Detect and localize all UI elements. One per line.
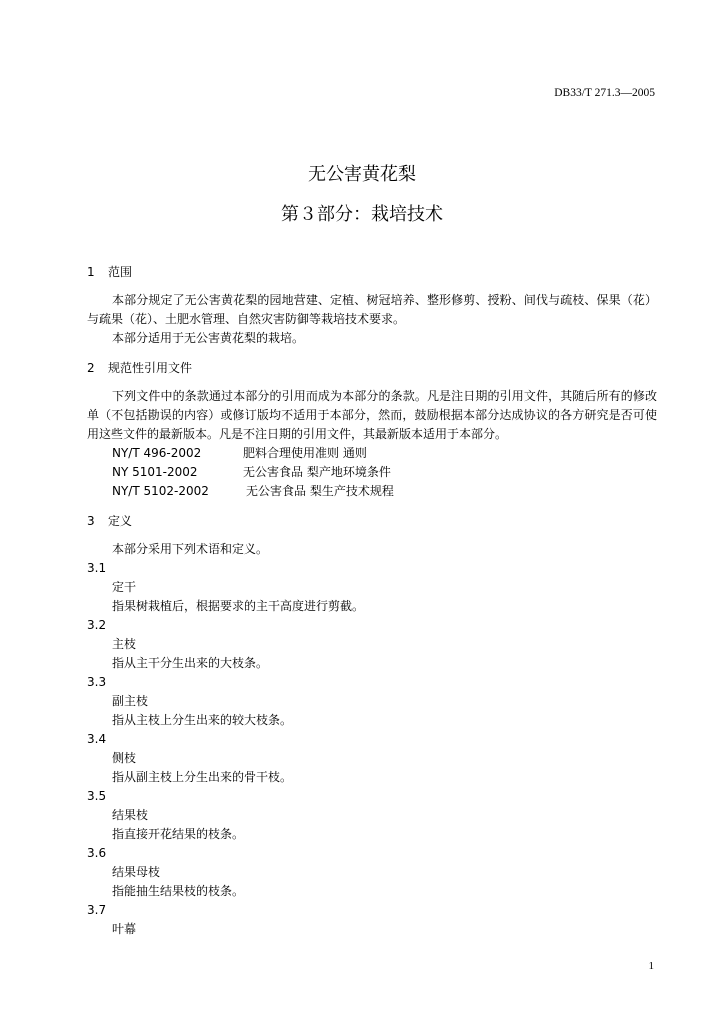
paragraph: 本部分采用下列术语和定义。 bbox=[112, 542, 269, 556]
definition-entry bbox=[87, 901, 657, 939]
term-definition: 指从主干分生出来的大枝条。 bbox=[112, 656, 269, 670]
section-number: 2 bbox=[87, 361, 95, 375]
section-heading-scope bbox=[87, 262, 657, 282]
term: 主枝 bbox=[112, 637, 137, 651]
clause-number: 3.5 bbox=[87, 789, 107, 803]
definition-entry bbox=[87, 844, 657, 901]
definition-entry bbox=[87, 616, 657, 673]
clause-number: 3.4 bbox=[87, 732, 107, 746]
term: 侧枝 bbox=[112, 751, 137, 765]
clause-number: 3.3 bbox=[87, 675, 107, 689]
clause-number: 3.7 bbox=[87, 903, 107, 917]
term: 副主枝 bbox=[112, 694, 149, 708]
definition-entry bbox=[87, 787, 657, 844]
definition-entry bbox=[87, 559, 657, 616]
document-title: 无公害黄花梨 bbox=[308, 164, 416, 185]
clause-number: 3.2 bbox=[87, 618, 107, 632]
reference-code: NY/T 5102-2002 bbox=[112, 484, 209, 498]
section-title: 定义 bbox=[108, 514, 133, 528]
clause-number: 3.1 bbox=[87, 561, 107, 575]
definition-entry bbox=[87, 730, 657, 787]
paragraph: 本部分规定了无公害黄花梨的园地营建、定植、树冠培养、整形修剪、授粉、间伐与疏枝、保果（花）与疏果（花）、土肥水管理、自然灾害防御等栽培技术要求。 bbox=[87, 293, 657, 326]
section-number: 3 bbox=[87, 514, 95, 528]
section-number: 1 bbox=[87, 265, 95, 279]
reference-code: NY 5101-2002 bbox=[112, 465, 198, 479]
section-title: 范围 bbox=[108, 265, 133, 279]
reference-name: 肥料合理使用准则 通则 bbox=[243, 446, 367, 460]
clause-number: 3.6 bbox=[87, 846, 107, 860]
document-body bbox=[87, 262, 657, 939]
term: 定干 bbox=[112, 580, 137, 594]
term-definition: 指从副主枝上分生出来的骨干枝。 bbox=[112, 770, 293, 784]
reference-item bbox=[87, 463, 657, 482]
section-heading-definitions bbox=[87, 511, 657, 531]
reference-name: 无公害食品 梨生产技术规程 bbox=[246, 484, 394, 498]
term: 结果母枝 bbox=[112, 865, 161, 879]
reference-name: 无公害食品 梨产地环境条件 bbox=[243, 465, 391, 479]
term: 结果枝 bbox=[112, 808, 149, 822]
reference-item bbox=[87, 482, 657, 501]
section-title: 规范性引用文件 bbox=[108, 361, 193, 375]
term-definition: 指直接开花结果的枝条。 bbox=[112, 827, 245, 841]
page-number: 1 bbox=[648, 960, 654, 972]
section-heading-normative-refs bbox=[87, 358, 657, 378]
definition-entry bbox=[87, 673, 657, 730]
standard-code: DB33/T 271.3—2005 bbox=[554, 87, 655, 99]
reference-code: NY/T 496-2002 bbox=[112, 446, 202, 460]
term-definition: 指能抽生结果枝的枝条。 bbox=[112, 884, 245, 898]
paragraph: 本部分适用于无公害黄花梨的栽培。 bbox=[112, 331, 305, 345]
term-definition: 指从主枝上分生出来的较大枝条。 bbox=[112, 713, 293, 727]
document-subtitle: 第３部分：栽培技术 bbox=[281, 204, 443, 225]
term: 叶幕 bbox=[112, 922, 137, 936]
paragraph: 下列文件中的条款通过本部分的引用而成为本部分的条款。凡是注日期的引用文件，其随后所有的修改单（不包括勘误的内容）或修订版均不适用于本部分，然而，鼓励根据本部分达成协议的各方研究是否可使用这些文件的最新版本。凡是不注日期的引用文件，其最新版本适用于本部分。 bbox=[87, 389, 657, 441]
term-definition: 指果树栽植后，根据要求的主干高度进行剪截。 bbox=[112, 599, 365, 613]
reference-item bbox=[87, 444, 657, 463]
